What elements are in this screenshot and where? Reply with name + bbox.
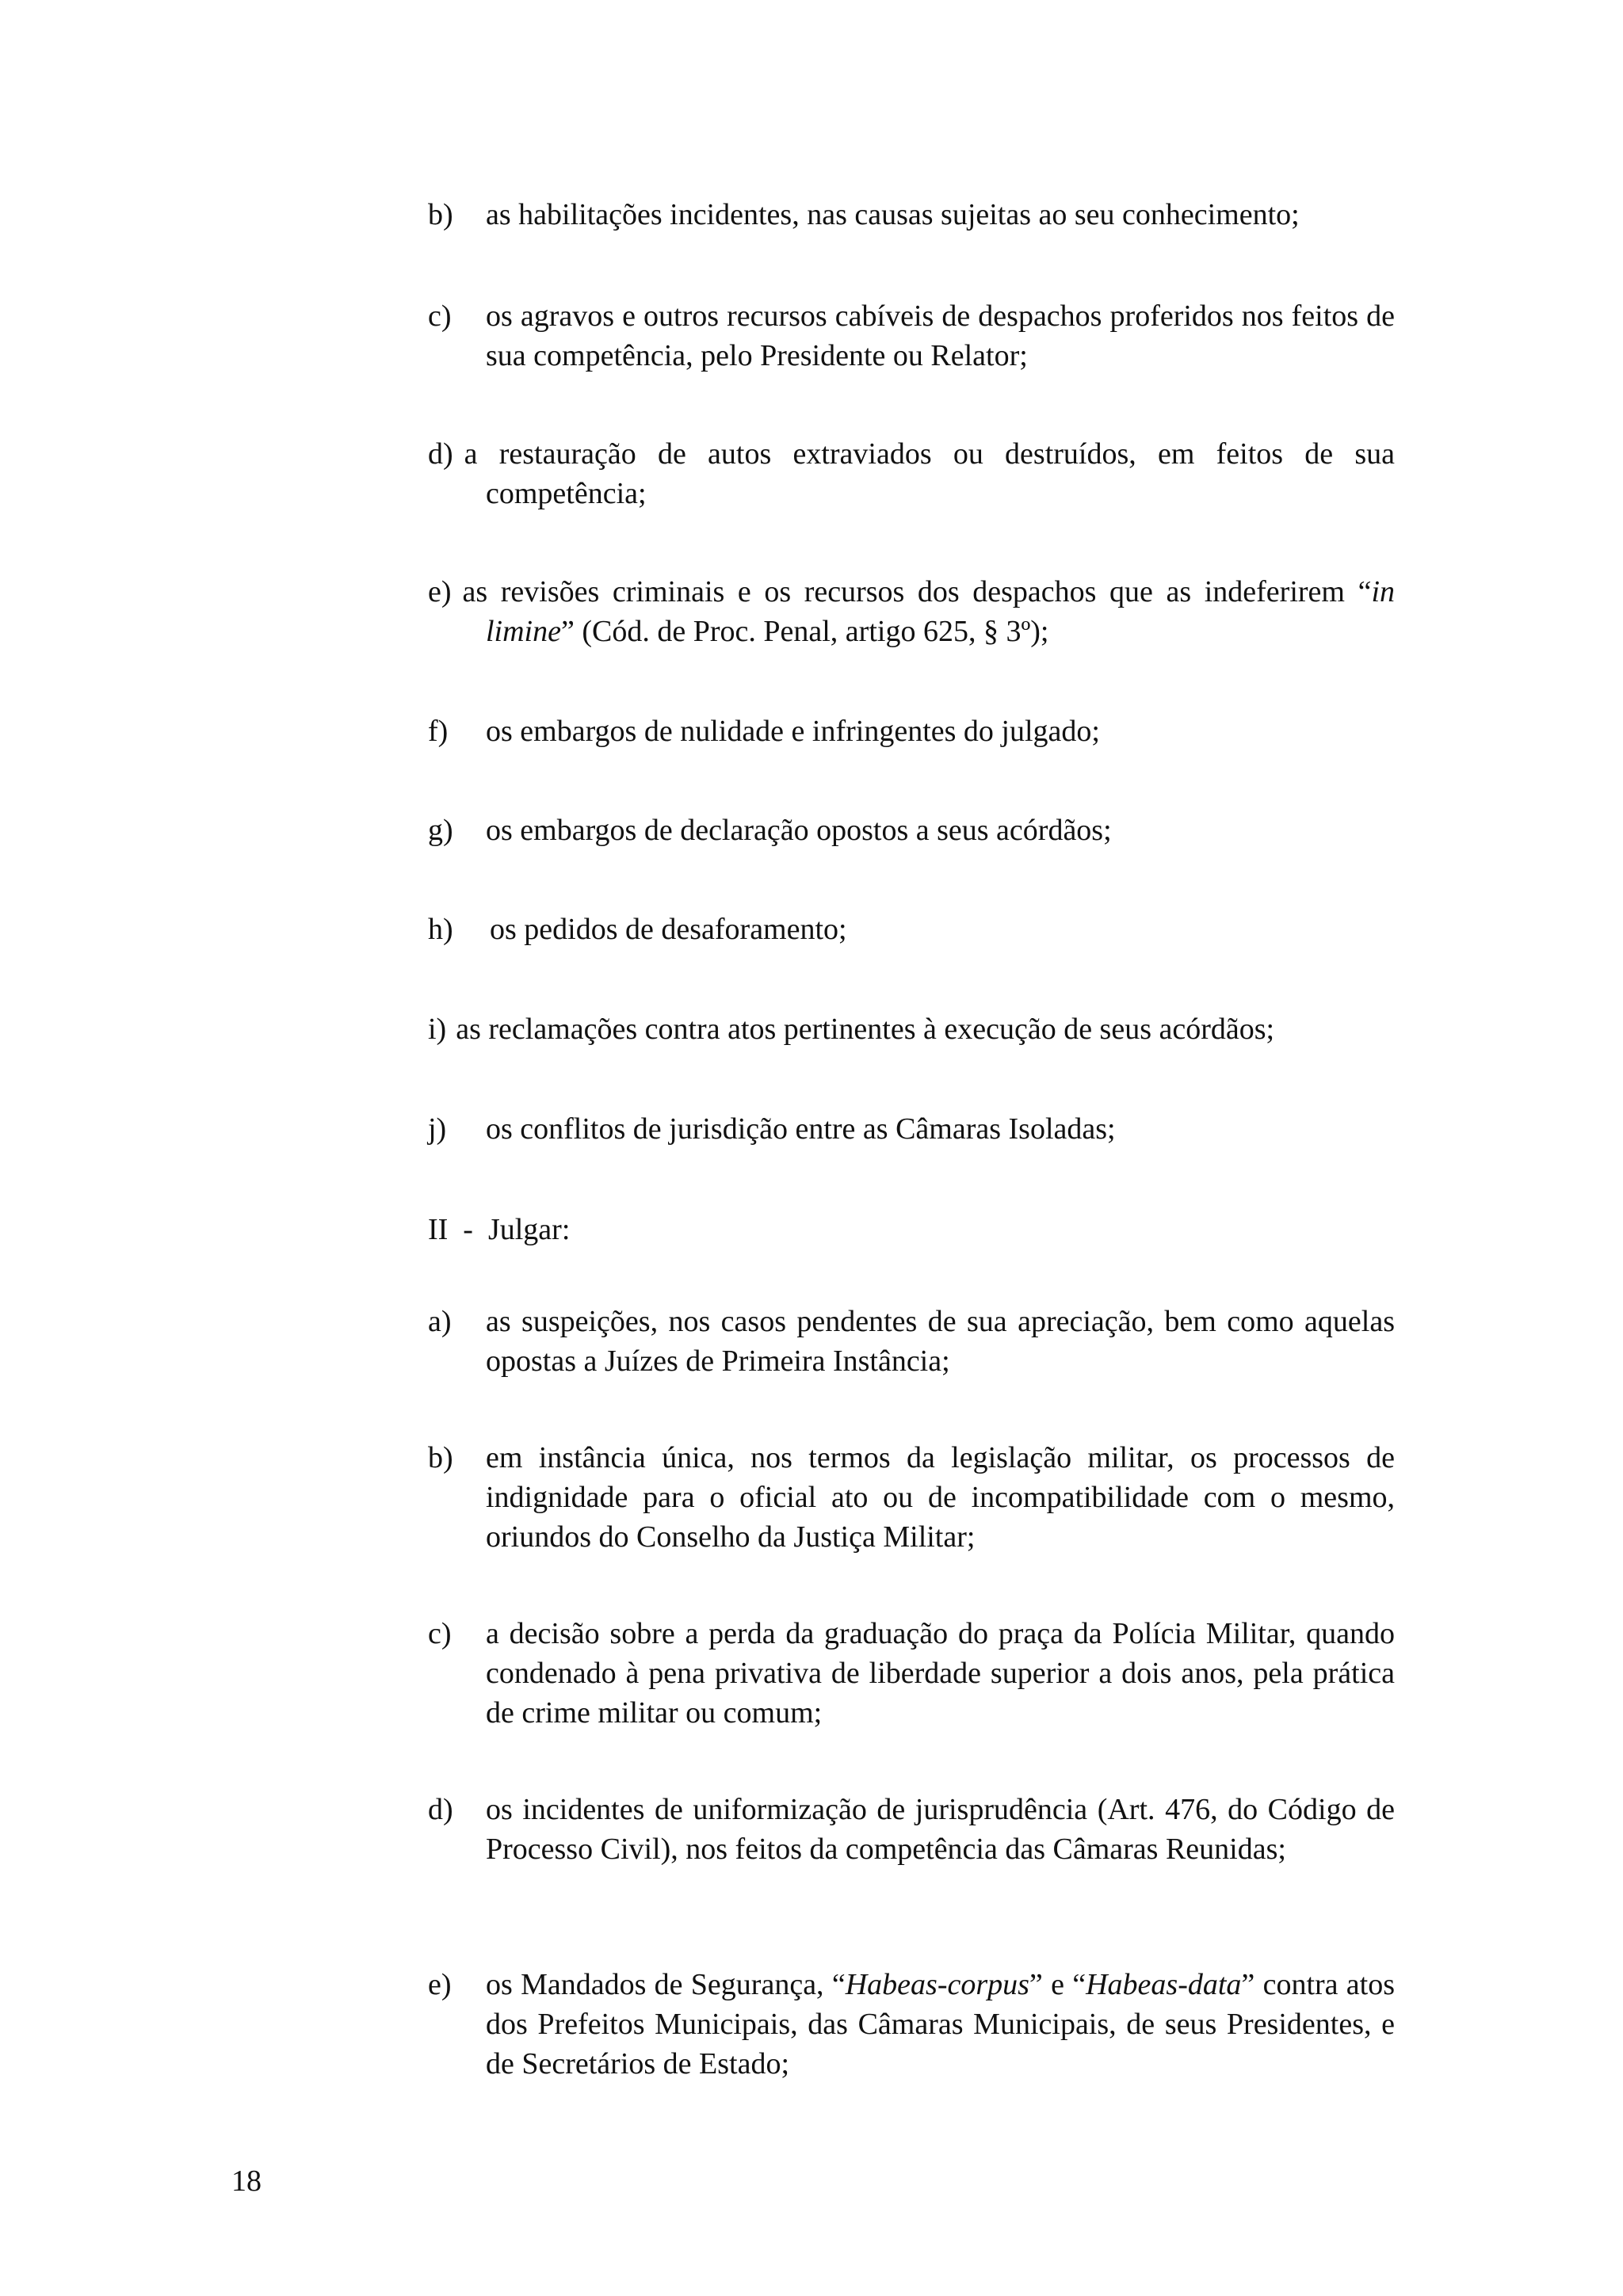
italic-term: in limine	[486, 575, 1395, 648]
item-marker: e)	[428, 1968, 452, 2001]
item-marker: b)	[428, 198, 453, 231]
italic-term: Habeas-corpus	[845, 1968, 1029, 2001]
list-item	[428, 1109, 1395, 1149]
list-item	[428, 434, 1395, 513]
list-item	[428, 1438, 1395, 1557]
item-marker: d)	[428, 1793, 453, 1826]
list-item	[428, 572, 1395, 651]
item-text: as suspeições, nos casos pendentes de sua apreciação, bem como aquelas opostas a Juízes de Primeira Instância;	[486, 1305, 1395, 1378]
list-item	[428, 910, 1395, 949]
list-item	[428, 1302, 1395, 1381]
item-text: os pedidos de desaforamento;	[490, 913, 847, 946]
item-text: os incidentes de uniformização de jurisprudência (Art. 476, do Código de Processo Civil), nos feitos da competência das Câmaras Reunidas;	[486, 1793, 1395, 1866]
item-text: as habilitações incidentes, nas causas sujeitas ao seu conhecimento;	[486, 198, 1300, 231]
item-marker: c)	[428, 299, 452, 333]
list-item	[428, 810, 1395, 850]
list-item	[428, 296, 1395, 376]
list-item	[428, 711, 1395, 751]
item-marker: a)	[428, 1305, 452, 1338]
item-marker: h)	[428, 913, 453, 946]
item-text: os agravos e outros recursos cabíveis de despachos proferidos nos feitos de sua competência, pelo Presidente ou Relator;	[486, 299, 1395, 372]
page-number: 18	[231, 2164, 262, 2198]
list-item	[428, 1790, 1395, 1869]
item-marker: c)	[428, 1617, 452, 1650]
item-marker: i)	[428, 1013, 447, 1046]
item-marker: g)	[428, 814, 453, 847]
item-text: os embargos de declaração opostos a seus acórdãos;	[486, 814, 1112, 847]
item-text: i) as reclamações contra atos pertinentes à execução de seus acórdãos;	[428, 1013, 1275, 1046]
item-text: os conflitos de jurisdição entre as Câmaras Isoladas;	[486, 1112, 1116, 1146]
list-item	[428, 195, 1395, 235]
item-marker: b)	[428, 1441, 453, 1474]
list-item	[428, 1009, 1395, 1049]
item-text: os embargos de nulidade e infringentes do julgado;	[486, 715, 1100, 748]
item-marker: e)	[428, 575, 452, 608]
italic-term: Habeas-data	[1086, 1968, 1242, 2001]
item-text: d) a restauração de autos extraviados ou destruídos, em feitos de sua competência;	[428, 437, 1395, 510]
item-marker: d)	[428, 437, 453, 471]
item-text: a decisão sobre a perda da graduação do praça da Polícia Militar, quando condenado à pena privativa de liberdade superior a dois anos, pela prática de crime militar ou comum;	[486, 1617, 1395, 1730]
item-text: em instância única, nos termos da legislação militar, os processos de indignidade para o oficial ato ou de incompatibilidade com o mesmo, oriundos do Conselho da Justiça Militar;	[486, 1441, 1395, 1554]
item-text: e) as revisões criminais e os recursos dos despachos que as indeferirem “in limine” (Cód. de Proc. Penal, artigo 625, § 3º);	[428, 575, 1395, 648]
item-text: os Mandados de Segurança, “Habeas-corpus” e “Habeas-data” contra atos dos Prefeitos Municipais, das Câmaras Municipais, de seus Presidentes, e de Secretários de Estado;	[486, 1968, 1396, 2081]
section-heading: II - Julgar:	[428, 1213, 571, 1246]
item-marker: j)	[428, 1112, 447, 1146]
list-item	[428, 1614, 1395, 1733]
list-item	[428, 1965, 1395, 2084]
item-marker: f)	[428, 715, 449, 748]
